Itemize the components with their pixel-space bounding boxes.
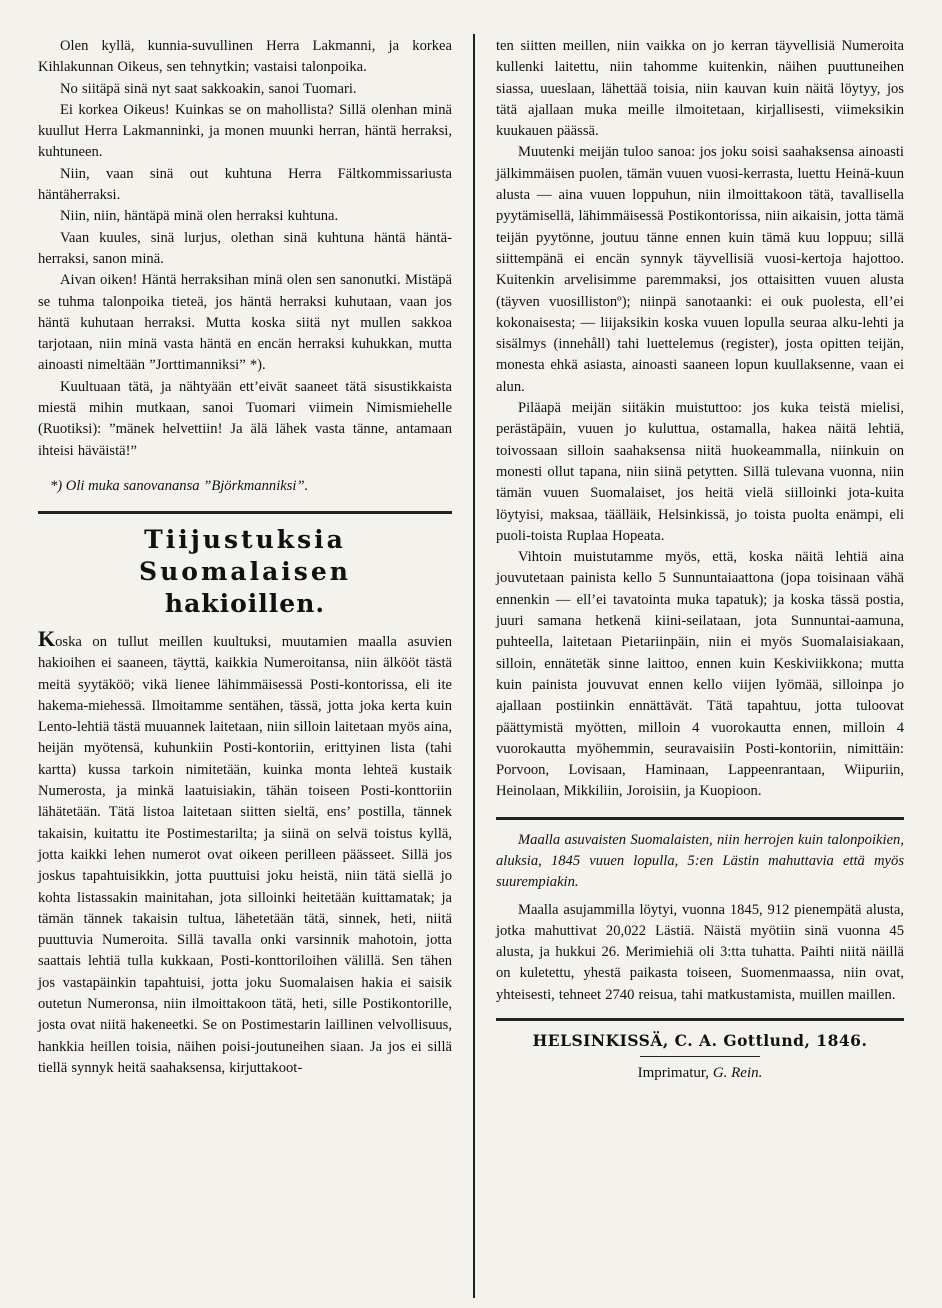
price-paragraph: Piläapä meijän siitäkin muistuttoo: jos kuka teistä mielisi, perästäpäin, vuuen jo kuluttua, ostamalla, hakea näitä lehtiä, toivossaan silloin saahaksensa niitä huokeammalla, niinkuin on monesti ollut tapana, niin siinä petytten. Sillä tulevana vuonna, niin tämän vuuen Suomalaiset, jos heitä vielä siilloinki jota-kuita löytyisi, maksaa, täälläik, Helsinkissä, jo toista puolta enämpi, eli puoli-toista Ruplaa Hopeata. <box>496 400 904 544</box>
ships-subheading: Maalla asuvaisten Suomalaisten, niin herrojen kuin talonpoikien, aluksia, 1845 vuuen lopulla, 5:en Lästin mahuttavia että myös suurempiakin. <box>496 831 904 891</box>
column-divider <box>473 34 475 1298</box>
article-headline <box>38 524 452 620</box>
dialogue-paragraph-1: Olen kyllä, kunnia-suvullinen Herra Lakmanni, ja korkea Kihlakunnan Oikeus, sen tehnytkin; vastaisi talonpoika. <box>38 38 452 76</box>
dialogue-paragraph-3: Ei korkea Oikeus! Kuinkas se on mahollista? Sillä olenhan minä kuullut Herra Lakmanninki, ja monen muunki herran, häntä herraksi, kuhtuneen. <box>38 101 452 161</box>
imprimatur <box>496 1065 904 1082</box>
dialogue-paragraph-7: Aivan oiken! Häntä herraksihan minä olen sen sanonutki. Mistäpä se tuhma talonpoika tieteä, jos häntä herraksi kuhutaan, vaan jos häntä kuhutaan herraksi. Mutta koska siitä nyt mullen sakkoa tarjotaan, niin minä vasta häntä en encän herraksi kuhukkan, mutta ainoasti nimeltään ”Jorttimanniksi” *). <box>38 272 452 374</box>
imprint-rule <box>496 1018 904 1021</box>
imprint-line: HELSINKISSÄ, C. A. Gottlund, 1846. <box>532 1031 868 1051</box>
dialogue-paragraph-6: Vaan kuules, sinä lurjus, olethan sinä kuhtuna häntä häntä-herraksi, sanon minä. <box>38 229 452 267</box>
postal-paragraph: Vihtoin muistutamme myös, että, koska näitä lehtiä aina jouvutetaan painista kello 5 Sunnuntaiaattona (jopa toisinaan vähä ennenkin — ell’ei tavatointa muka tapatuk); ja koska tässä postia, juuri samana hetkenä kiini-seilataan, jota Sunnuntai-aamuna, puhteella, laitetaan Pietariinpäin, niin ei myös Suomalaisiakaan, silloin, ennätetäk sinne laittoo, ennen kuin Keskiviikkona; mutta kuin painista jouvuvat ennen kello viijen lyömää, silloinpa jo ajallaan postiinkin ennättävät. Tätä tapahtuu, jotta tuloovat päättymistä myötten, milloin 4 vuorokautta ennen, milloin 4 vuorokautta myöhemmin, seuravaisiin Posti-kontoriin, nimittäin: Porvoon, Lovisaan, Haminaan, Lappeenrantaan, Wiipuriin, Heinolaan, Mikkiliin, Joroisiin, ja Kuopioon. <box>496 549 904 800</box>
drop-cap: K <box>38 625 56 651</box>
dialogue-paragraph-5: Niin, niin, häntäpä minä olen herraksi kuhtuna. <box>60 208 339 225</box>
continued-paragraph: ten siitten meillen, niin vaikka on jo kerran täyvellisiä Numeroita kullenki laitettu, niin tahomme kuitenkin, näihen puuttuneihen siassa, uueslaan, lähettää toisia, niin kauvan kuin näitä löytyy, jos tätä ajallaan muka meille ilmoitetaan, kirjallisesti, viimeksikin kuukauen päässä. <box>496 38 904 140</box>
headline-line-1: Tiijustuksia Suomalaisen <box>139 524 351 586</box>
imprimatur-name: G. Rein. <box>712 1065 763 1082</box>
headline-line-2: hakioillen. <box>164 588 326 618</box>
ships-paragraph: Maalla asujammilla löytyi, vuonna 1845, 912 pienempätä alusta, jotka mahuttivat 20,022 Lästiä. Näistä myötiin sinä vuonna 45 alusta, ja hukkui 26. Merimiehiä oli 3:tta tuhatta. Paihti niitä näillä on kuletettu, yhestä paikasta toiseen, Suomenmaassa, niin ovat, yhteisesti, tehneet 2740 reisua, tahi matkustamista, muillen maillen. <box>496 901 904 1003</box>
dialogue-paragraph-2: No siitäpä sinä nyt saat sakkoakin, sanoi Tuomari. <box>60 80 357 97</box>
subscription-paragraph: Muutenki meijän tuloo sanoa: jos joku soisi saahaksensa ainoasti jälkimmäisen puolen, tämän vuuen vuosi-kerrasta, luettu Heinä-kuun alusta — aina vuuen loppuhun, niin ilmoittakoon tätä, tavallisella pyytämisellä, lähimmäisessä Postikontorissa, niin aikaisin, jotta tämä teijän pyytönne, joutuu tänne ennen kuin tämä kuu loppuu; sillä siittempänä ei encän synnyk täyvellisiä vuosi-kertoja hajottoo. Kuitenkin arvelisimme paremmaksi, jos ottaisitten vuuen alusta (täyven vuosillistonº); niinpä sanotaanki: ei ouk puolesta, ell’ei kokonaisesta; — liijaksikin koska vuuen lopulla seuraa alku-lehti ja sisälmys (innehåll) tahi luettelemus (register), josta opitten teijän, monesta ehkä asiasta, ainoasti saaneen lopun kuullaksenne, vaan ei alun. <box>496 144 904 395</box>
dialogue-paragraph-8: Kuultuaan tätä, ja nähtyään ett’eivät saaneet tätä sisustikkaista miestä mihin mutkaan, sanoi Tuomari viimein Nimismiehelle (Ruotiksi): ”mänek helvettiin! Ja älä lähek vasta tänne, antamaan ihteisi häväistä!” <box>38 378 452 459</box>
left-column <box>38 36 452 1079</box>
section-rule-right <box>496 817 904 820</box>
article-body <box>38 625 452 1079</box>
right-column <box>496 36 904 1082</box>
imprimatur-label: Imprimatur, <box>637 1065 710 1082</box>
short-rule <box>640 1056 760 1057</box>
article-body-text: oska on tullut meillen kuultuksi, muutamien maalla asuvien hakioihen ei saaneen, täyttä, kaikkia Numeroitansa, niin älkööt tästä meitä syytäköö; vikä lienee lähimmäisessä Posti-kontorissa, eli ite hakema-miehessä. Ilmoitamme sentähen, tässä, jotta joka kerta kuin Lento-lehtiä tästä muuannek laitetaan, niin silloin laitetaan myös aina, heijän myötensä, kuhunkiin Posti-kontoriin, erittyinen lista (tahi kartta) kussa tarkoin nimitetään, kuinka monta lehteä kustaik Numerosta, ja minkä laatuisiakin, tähän toiseen Posti-konttoriin lähätetään. Tätä listoa laitetaan siitten sieltä, ens’ postilla, tännek takaisin, kuitattu ite Postimestarilta; ja siinä on selvä toistus kyllä, jotta kaikki lehen numerot ovat oikeen perilleen päässeet. Sillä jos joskus tapahtuisikkin, jotta puuttuisi joku heistä, niin tätä siellä jo kohta listassakin mainitahan, jota silloinki heitetään kuittamatak; ja tämän tännek takaisin tultua, lähetetään tätä, sinnek, heti, niitä puuttuvia Numeroita. Sillä tavalla onki varsinnik mahotoin, jotta saattais lehtiä tulla kukkaan, Posti-konttoriloihen välillä. Sen tähen jos vastapäinkin tapahtuisi, jotta joku Suomalaisen hakia ei saisik outetun Numeronsa, niin ilmoittakoon tätä, heti, sille Postikontorille, josta ovat niitä hakeneetki. Se on Postimestarin laillinen velvollisuus, hankkia heillen toisia, näihen poisi-joutuneihen siaan. Ja jos ei sillä tiellä synnyk heitä saahaksensa, kirjuttakoot- <box>38 633 452 1076</box>
dialogue-paragraph-4: Niin, vaan sinä out kuhtuna Herra Fältkommissariusta häntäherraksi. <box>38 165 452 204</box>
footnote: *) Oli muka sanovanansa ”Björkmanniksi”. <box>50 477 309 494</box>
section-rule <box>38 511 452 514</box>
